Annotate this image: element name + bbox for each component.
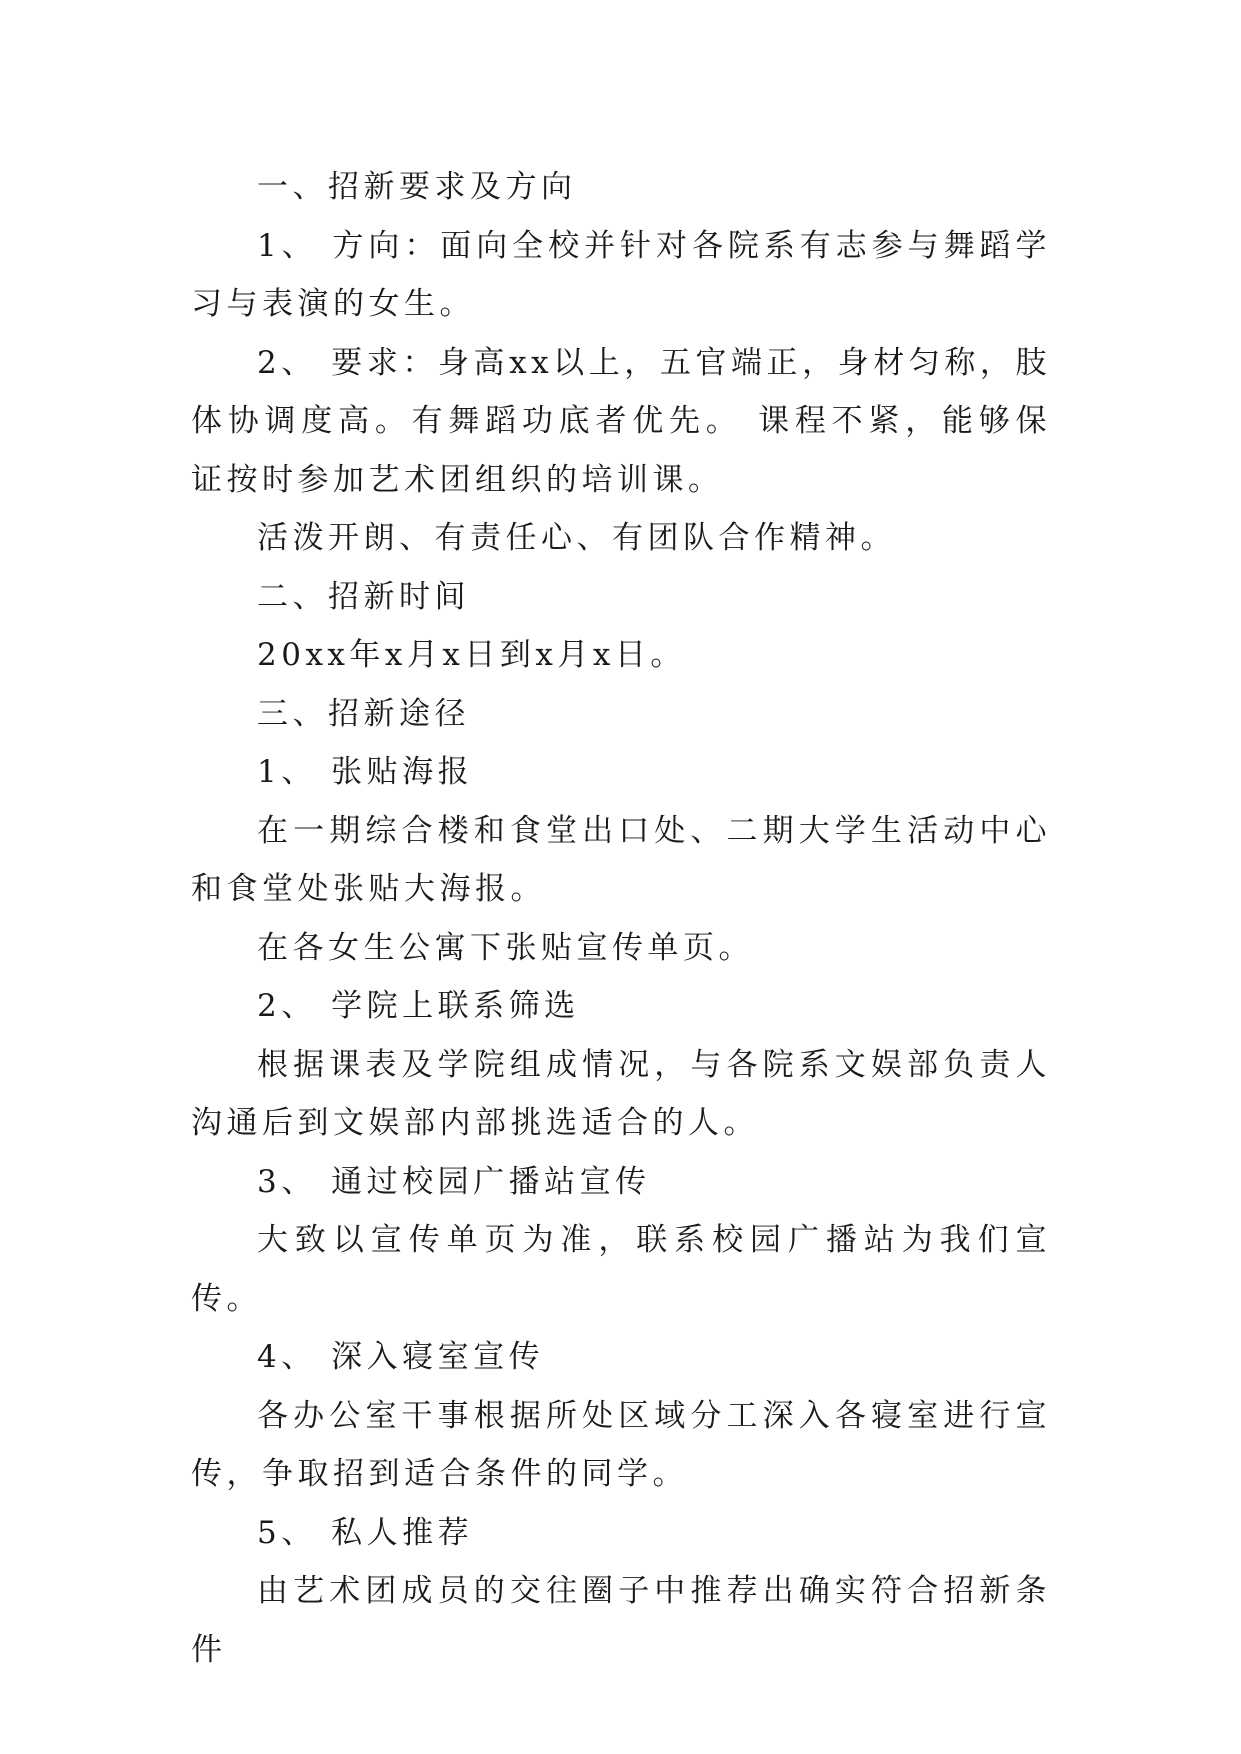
paragraph-posters-location: 在一期综合楼和食堂出口处、二期大学生活动中心和食堂处张贴大海报。 <box>191 812 1051 907</box>
section-heading-channels: 三、招新途径 <box>257 695 470 732</box>
paragraph-personality: 活泼开朗、有责任心、有团队合作精神。 <box>257 520 896 556</box>
list-item-college-contact: 2、 学院上联系筛选 <box>257 988 580 1024</box>
section-heading-time: 二、招新时间 <box>257 578 470 615</box>
paragraph-dorm: 各办公室干事根据所处区域分工深入各寝室进行宣传，争取招到适合条件的同学。 <box>191 1397 1051 1492</box>
paragraph-referral: 由艺术团成员的交往圈子中推荐出确实符合招新条件 <box>191 1573 1051 1668</box>
list-item-referral: 5、 私人推荐 <box>257 1514 474 1551</box>
paragraph-flyers: 在各女生公寓下张贴宣传单页。 <box>257 929 754 966</box>
list-item-dorm: 4、 深入寝室宣传 <box>257 1339 545 1375</box>
paragraph-direction: 1、 方向：面向全校并针对各院系有志参与舞蹈学习与表演的女生。 <box>191 227 1051 322</box>
paragraph-date: 20xx年x月x日到x月x日。 <box>257 637 686 673</box>
list-item-radio: 3、 通过校园广播站宣传 <box>257 1163 651 1200</box>
paragraph-college-contact: 根据课表及学院组成情况，与各院系文娱部负责人沟通后到文娱部内部挑选适合的人。 <box>191 1046 1051 1141</box>
paragraph-requirements: 2、 要求：身高xx以上，五官端正，身材匀称，肢体协调度高。有舞蹈功底者优先。 课程不紧，能够保证按时参加艺术团组织的培训课。 <box>191 344 1051 498</box>
paragraph-radio: 大致以宣传单页为准，联系校园广播站为我们宣传。 <box>191 1222 1051 1317</box>
section-heading-requirements: 一、招新要求及方向 <box>257 169 577 205</box>
document-body <box>191 158 1051 1679</box>
list-item-posters: 1、 张贴海报 <box>257 754 474 790</box>
